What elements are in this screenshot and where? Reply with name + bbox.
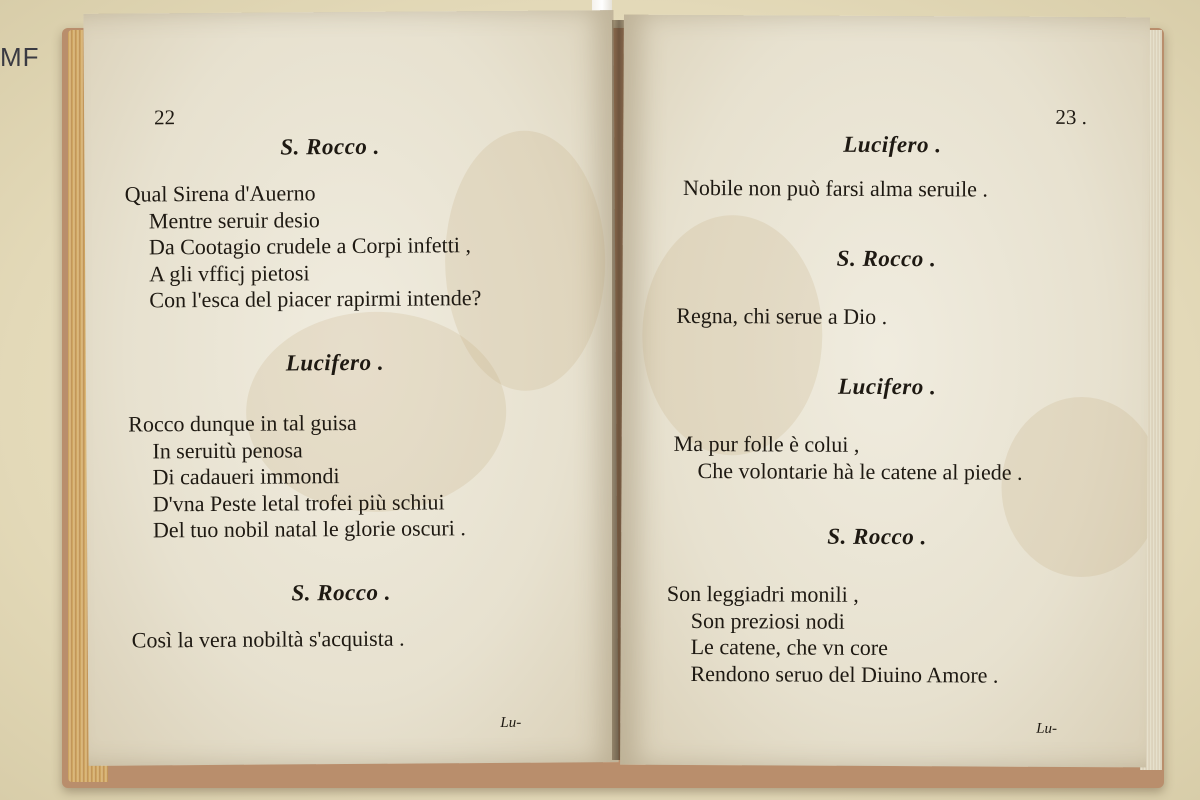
verse-line: A gli vfficj pietosi xyxy=(149,259,310,286)
verse-block xyxy=(683,175,988,203)
verse-line: Qual Sirena d'Auerno xyxy=(124,180,316,207)
verse-line: Le catene, che vn core xyxy=(690,633,888,661)
speaker-heading: Lucifero . xyxy=(837,373,937,400)
verse-line: Con l'esca del piacer rapirmi intende? xyxy=(149,285,482,313)
verse-block xyxy=(674,431,1023,486)
catchword: Lu- xyxy=(1036,720,1058,737)
speaker-heading: S. Rocco . xyxy=(827,523,927,550)
verse-line: Son preziosi nodi xyxy=(690,607,845,634)
verse-line: Di cadaueri immondi xyxy=(152,463,340,490)
verse-block xyxy=(125,179,482,314)
speaker-heading: Lucifero . xyxy=(285,349,385,376)
paper-stain xyxy=(642,215,823,456)
corner-handwritten-note: MF xyxy=(0,42,40,72)
verse-line: Così la vera nobiltà s'acquista . xyxy=(131,625,405,653)
verse-block xyxy=(128,409,466,544)
verse-block xyxy=(132,626,405,654)
verse-line: Ma pur folle è colui , xyxy=(673,430,860,457)
verse-line: Da Cootagio crudele a Corpi infetti , xyxy=(148,232,472,260)
verse-line: Regna, chi serue a Dio . xyxy=(676,302,888,330)
verse-line: Mentre seruir desio xyxy=(148,206,320,233)
verse-line: Che volontarie hà le catene al piede . xyxy=(697,457,1023,485)
speaker-heading: Lucifero . xyxy=(843,131,942,158)
page-number: 22 xyxy=(154,105,176,130)
catchword: Lu- xyxy=(500,714,522,731)
verse-line: Son leggiadri monili , xyxy=(666,580,859,607)
right-page xyxy=(620,15,1150,768)
verse-line: Rocco dunque in tal guisa xyxy=(128,409,357,437)
speaker-heading: S. Rocco . xyxy=(280,133,380,160)
verse-line: D'vna Peste letal trofei più schiui xyxy=(152,488,445,516)
verse-line: In seruitù penosa xyxy=(152,436,303,463)
speaker-heading: S. Rocco . xyxy=(291,579,392,606)
verse-block xyxy=(676,303,887,331)
speaker-heading: S. Rocco . xyxy=(836,245,937,272)
left-page xyxy=(83,10,618,766)
paper-stain xyxy=(1001,397,1150,578)
verse-block xyxy=(666,581,999,689)
verse-line: Rendono seruo del Diuino Amore . xyxy=(690,660,999,688)
page-number: 23 . xyxy=(1055,104,1087,130)
verse-line: Del tuo nobil natal le glorie oscuri . xyxy=(152,515,466,543)
verse-line: Nobile non può farsi alma seruile . xyxy=(682,174,988,202)
